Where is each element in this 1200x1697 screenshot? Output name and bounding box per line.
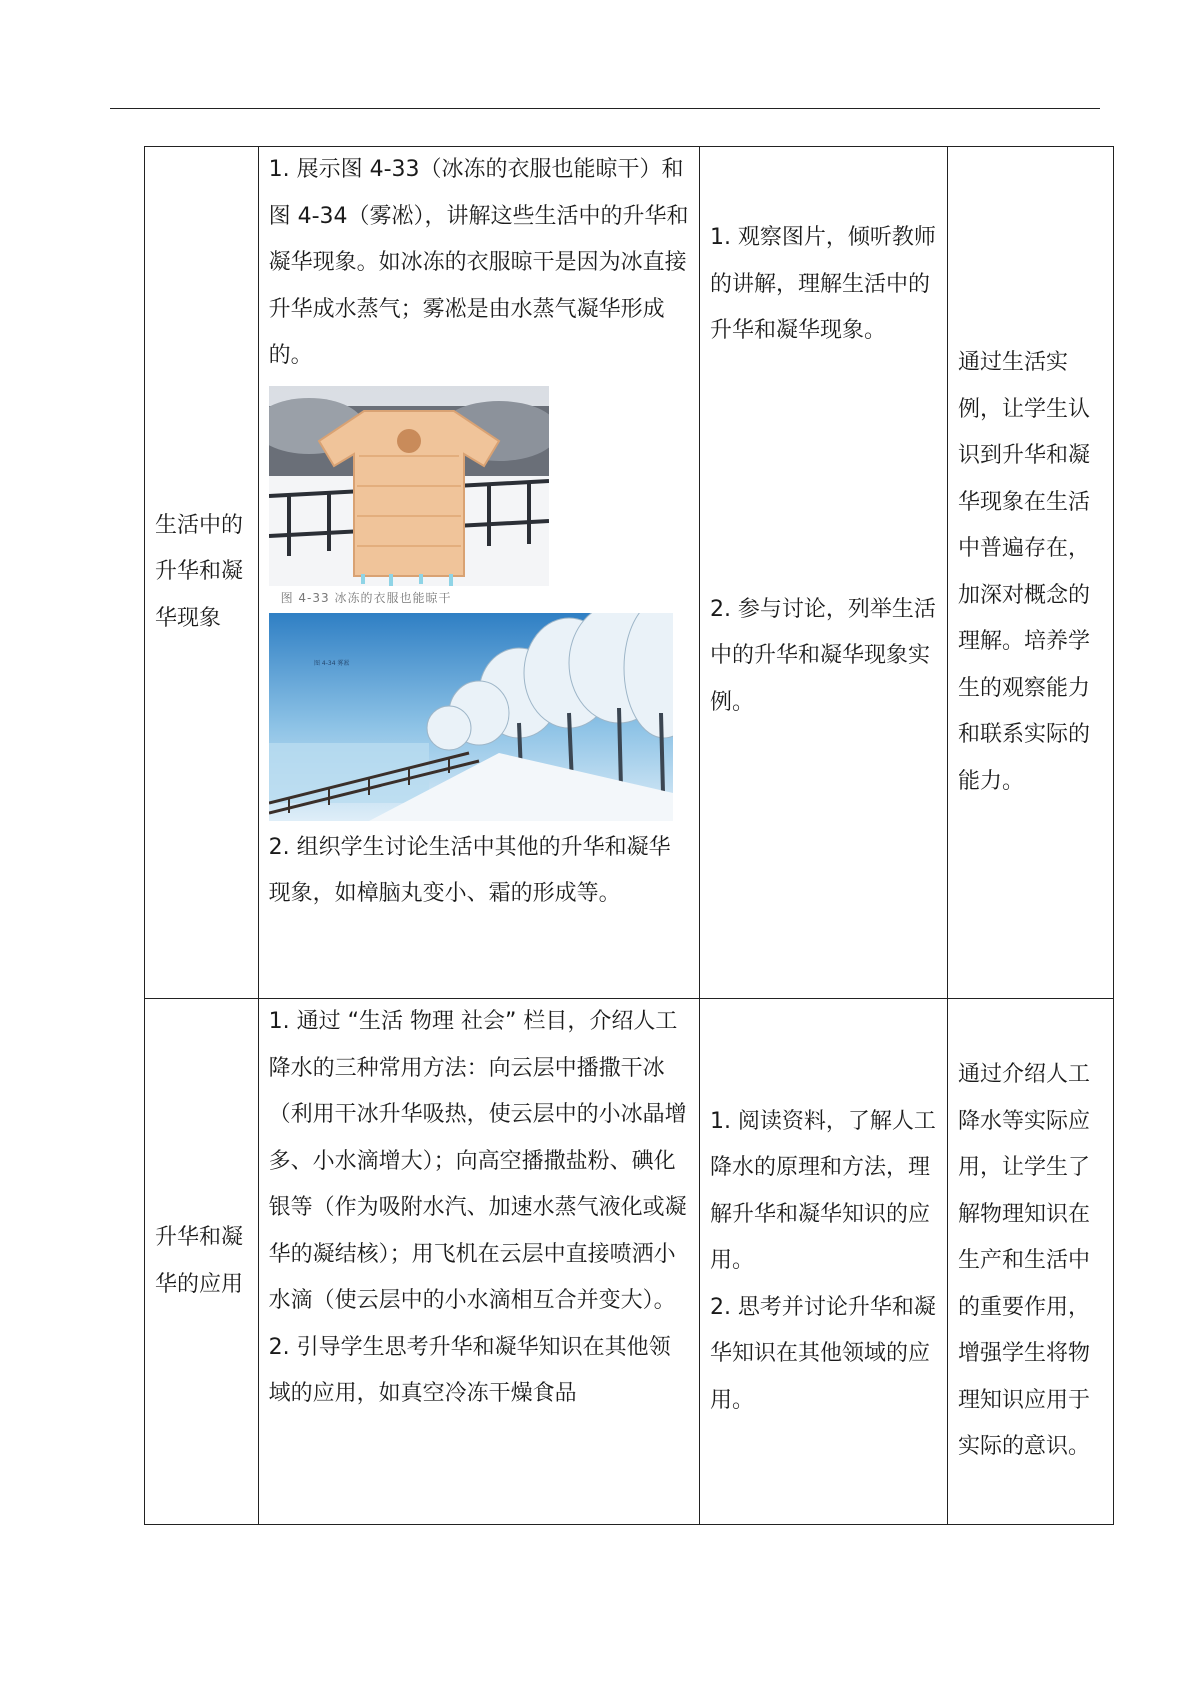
header-rule: [110, 108, 1100, 109]
design-intent-cell: [947, 147, 1113, 999]
topic-cell: [145, 147, 259, 999]
figure-frozen-sweater: [269, 386, 551, 610]
topic-cell: [145, 999, 259, 1525]
lesson-plan-table: [144, 146, 1114, 1525]
rime-caption: 图 4-34 雾凇: [313, 659, 350, 667]
topic-text: 生活中的升华和凝华现象: [155, 512, 244, 631]
teacher-activity-cell: [258, 147, 699, 999]
design-intent: 通过介绍人工降水等实际应用，让学生了解物理知识在生产和生活中的重要作用，增强学生将物理知识应用于实际的意识。: [957, 1062, 1090, 1460]
design-intent-cell: [947, 999, 1113, 1525]
student-activity-2: 2. 思考并讨论升华和凝华知识在其他领域的应用。: [709, 1294, 936, 1413]
design-intent: 通过生活实例，让学生认识到升华和凝华现象在生活中普遍存在，加深对概念的理解。培养学生的观察能力和联系实际的能力。: [957, 350, 1090, 794]
teacher-activity-1: 1. 通过 “生活 物理 社会” 栏目，介绍人工降水的三种常用方法：向云层中播撒干冰（利用干冰升华吸热，使云层中的小冰晶增多、小水滴增大）；向高空播撒盐粉、碘化银等（作为吸附水汽、加速水蒸气液化或凝华的凝结核）；用飞机在云层中直接喷洒小水滴（使云层中的小水滴相互合并变大）。: [268, 1009, 687, 1313]
teacher-activity-2: 2. 引导学生思考升华和凝华知识在其他领域的应用，如真空冷冻干燥食品: [268, 1334, 671, 1406]
teacher-activity-2: 2. 组织学生讨论生活中其他的升华和凝华现象，如樟脑丸变小、霜的形成等。: [268, 834, 671, 906]
student-activity-1: 1. 观察图片，倾听教师的讲解，理解生活中的升华和凝华现象。: [709, 225, 936, 343]
student-activity-cell: [699, 999, 947, 1525]
topic-text: 升华和凝华的应用: [155, 1225, 244, 1297]
frozen-sweater-photo: [269, 386, 549, 586]
table-row: [145, 147, 1114, 999]
student-activity-cell: [699, 147, 947, 999]
rime-trees-photo: [269, 613, 673, 821]
teacher-activity-cell: [258, 999, 699, 1525]
teacher-activity-1: 1. 展示图 4-33（冰冻的衣服也能晾干）和图 4-34（雾凇），讲解这些生活中的升华和凝华现象。如冰冻的衣服晾干是因为冰直接升华成水蒸气；雾凇是由水蒸气凝华形成的。: [268, 157, 689, 368]
student-activity-1: 1. 阅读资料，了解人工降水的原理和方法，理解升华和凝华知识的应用。: [709, 1108, 936, 1274]
table-row: [145, 999, 1114, 1525]
figure-caption: 图 4-33 冰冻的衣服也能晾干: [280, 590, 452, 605]
student-activity-2: 2. 参与讨论，列举生活中的升华和凝华现象实例。: [709, 596, 936, 715]
